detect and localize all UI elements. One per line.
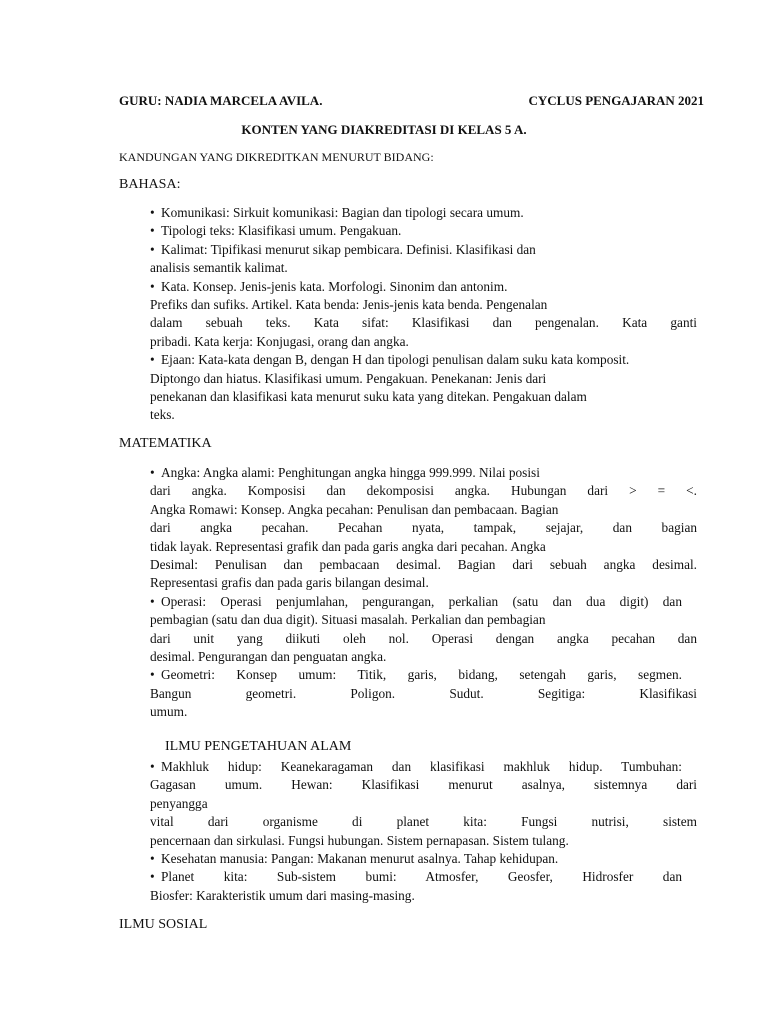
list-item [141,593,697,667]
item-line: Representasi grafis dan pada garis bilangan desimal. [150,575,429,591]
section-heading-bahasa: BAHASA: [119,177,181,192]
bullet-icon: • [150,352,155,368]
list-item [141,666,697,721]
list-item [141,758,697,850]
item-line: Angka: Angka alami: Penghitungan angka hingga 999.999. Nilai posisi [161,465,540,480]
item-line: pencernaan dan sirkulasi. Fungsi hubungan. Sistem pernapasan. Sistem tulang. [150,832,569,848]
item-line: Gagasan umum. Hewan: Klasifikasi menurut asalnya, sistemnya dari [150,777,697,793]
item-line: penyangga [150,795,208,811]
document-title: KONTEN YANG DIAKREDITASI DI KELAS 5 A. [241,122,527,137]
item-line: Geometri: Konsep umum: Titik, garis, bidang, setengah garis, segmen. [161,667,682,683]
list-item [141,222,697,240]
list-matematika [141,464,697,722]
item-line: Prefiks dan sufiks. Artikel. Kata benda: Jenis-jenis kata benda. Pengenalan [150,297,548,313]
bullet-icon: • [150,759,155,774]
item-line: penekanan dan klasifikasi kata menurut suku kata yang ditekan. Pengakuan dalam [150,389,587,405]
section-heading-ips: ILMU SOSIAL [119,917,208,932]
item-line: Kata. Konsep. Jenis-jenis kata. Morfologi. Sinonim dan antonim. [161,278,508,294]
item-line: Kalimat: Tipifikasi menurut sikap pembicara. Definisi. Klasifikasi dan [161,241,536,257]
item-line: Operasi: Operasi penjumlahan, pengurangan, perkalian (satu dan dua digit) dan [161,593,682,609]
bullet-icon: • [150,278,155,294]
list-item [141,241,697,278]
bullet-icon: • [150,851,155,867]
item-line: Angka Romawi: Konsep. Angka pecahan: Penulisan dan pembacaan. Bagian [150,501,559,517]
item-line: Planet kita: Sub-sistem bumi: Atmosfer, Geosfer, Hidrosfer dan [161,869,682,885]
item-line: Bangun geometri. Poligon. Sudut. Segitiga: Klasifikasi [150,685,697,701]
item-line: Desimal: Penulisan dan pembacaan desimal. Bagian dari sebuah angka desimal. [150,557,697,573]
bullet-icon: • [150,465,155,480]
item-line: Ejaan: Kata-kata dengan B, dengan H dan tipologi penulisan dalam suku kata komposit. [161,352,630,368]
bullet-icon: • [150,869,155,885]
list-bahasa [141,204,697,425]
item-line: Diptongo dan hiatus. Klasifikasi umum. Pengakuan. Penekanan: Jenis dari [150,370,547,386]
item-line: Tipologi teks: Klasifikasi umum. Pengakuan. [161,223,402,239]
bullet-icon: • [150,205,155,220]
list-item [141,278,697,352]
bullet-icon: • [150,241,155,257]
item-line: pembagian (satu dan dua digit). Situasi masalah. Perkalian dan pembagian [150,612,546,628]
item-line: dari angka. Komposisi dan dekomposisi angka. Hubungan dari > = <. [150,483,697,499]
item-line: Biosfer: Karakteristik umum dari masing-masing. [150,887,415,903]
item-line: vital dari organisme di planet kita: Fungsi nutrisi, sistem [150,814,697,830]
item-line: dari angka pecahan. Pecahan nyata, tampak, sejajar, dan bagian [150,520,697,536]
item-line: umum. [150,704,188,720]
list-item [141,204,697,222]
item-line: Makhluk hidup: Keanekaragaman dan klasifikasi makhluk hidup. Tumbuhan: [161,759,682,774]
item-line: analisis semantik kalimat. [150,260,288,276]
section-heading-matematika: MATEMATIKA [119,436,212,451]
list-item [141,351,697,425]
list-item [141,868,697,905]
bullet-icon: • [150,223,155,239]
item-line: Komunikasi: Sirkuit komunikasi: Bagian dan tipologi secara umum. [161,205,524,220]
teacher-name: GURU: NADIA MARCELA AVILA. [119,93,323,108]
teaching-cycle: CYCLUS PENGAJARAN 2021 [528,93,704,108]
item-line: Kesehatan manusia: Pangan: Makanan menurut asalnya. Tahap kehidupan. [161,851,559,867]
list-ipa [141,758,697,905]
section-heading-ipa: ILMU PENGETAHUAN ALAM [165,739,352,754]
list-item [141,464,697,593]
item-line: tidak layak. Representasi grafik dan pada garis angka dari pecahan. Angka [150,538,546,554]
item-line: pribadi. Kata kerja: Konjugasi, orang dan angka. [150,333,409,349]
bullet-icon: • [150,667,155,683]
document-subtitle: KANDUNGAN YANG DIKREDITKAN MENURUT BIDANG: [119,150,434,164]
item-line: desimal. Pengurangan dan penguatan angka. [150,649,387,665]
bullet-icon: • [150,593,155,609]
item-line: teks. [150,407,175,423]
item-line: dalam sebuah teks. Kata sifat: Klasifikasi dan pengenalan. Kata ganti [150,315,697,331]
list-item [141,850,697,868]
item-line: dari unit yang diikuti oleh nol. Operasi dengan angka pecahan dan [150,630,697,646]
